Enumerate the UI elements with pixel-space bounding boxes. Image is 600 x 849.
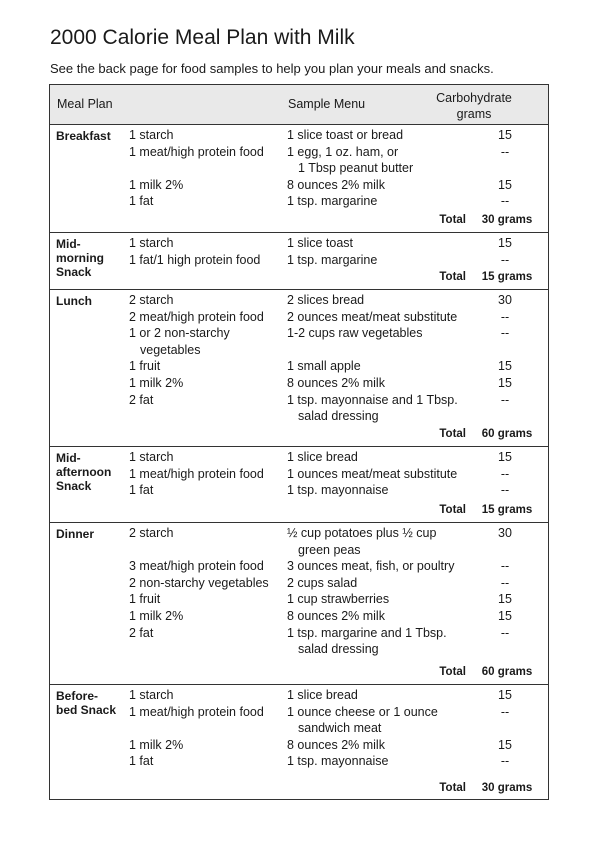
sample-menu-cell: sandwich meat [298, 721, 382, 736]
sample-menu-cell: 1 tsp. mayonnaise [287, 754, 389, 769]
carb-grams-cell: 15 [498, 128, 512, 142]
meal-section [50, 233, 548, 290]
meal-plan-cell: 3 meat/high protein food [129, 559, 264, 574]
total-value: 30 grams [481, 782, 533, 794]
sample-menu-cell: 2 cups salad [287, 575, 358, 590]
sample-menu-cell: 1 tsp. mayonnaise [287, 483, 389, 498]
table-row [50, 309, 548, 326]
total-label: Total [439, 782, 466, 794]
total-value: 30 grams [481, 214, 533, 226]
total-value: 60 grams [481, 428, 533, 440]
table-row [50, 608, 548, 625]
sample-menu-cell: 1 slice toast [287, 236, 354, 250]
meal-plan-cell: 1 fat [129, 194, 154, 209]
meal-plan-cell: 1 fruit [129, 359, 161, 374]
carb-grams-cell: 15 [498, 609, 512, 623]
sample-menu-cell: 1 ounce cheese or 1 ounce [287, 704, 438, 719]
carb-grams-cell: 15 [498, 737, 512, 752]
sample-menu-cell: 1-2 cups raw vegetables [287, 326, 423, 341]
table-row [50, 591, 548, 608]
sample-menu-cell: 8 ounces 2% milk [287, 737, 385, 752]
carb-grams-cell: 30 [498, 293, 512, 307]
total-value: 15 grams [481, 271, 533, 283]
carb-grams-cell: -- [500, 144, 510, 159]
meal-plan-cell: vegetables [140, 342, 201, 357]
meal-name-line: Lunch [56, 294, 92, 308]
sample-menu-cell: 1 Tbsp peanut butter [298, 161, 414, 176]
carb-grams-cell: 15 [498, 376, 512, 390]
header-carbohydrate [420, 90, 528, 122]
meal-plan-cell: 1 milk 2% [129, 609, 184, 623]
carb-grams-cell: -- [500, 754, 510, 769]
carb-grams-cell: -- [500, 625, 510, 640]
total-label: Total [439, 271, 466, 283]
meal-plan-cell: 1 starch [129, 128, 174, 142]
carb-grams-cell: -- [500, 252, 510, 267]
meal-plan-cell: 2 starch [129, 293, 174, 307]
table-row [50, 720, 548, 737]
meal-name-line: Before- [56, 689, 99, 703]
sample-menu-cell: 3 ounces meat, fish, or poultry [287, 559, 455, 574]
table-row [50, 375, 548, 392]
table-row [50, 292, 548, 309]
meal-section [50, 523, 548, 685]
meal-name-line: Breakfast [56, 129, 111, 143]
table-row [50, 342, 548, 359]
carb-grams-cell: -- [500, 559, 510, 574]
meal-plan-cell: 1 starch [129, 688, 174, 702]
table-row [50, 704, 548, 721]
meal-plan-cell: 2 starch [129, 526, 174, 540]
carb-grams-cell: 30 [498, 526, 512, 540]
sample-menu-cell: 1 tsp. mayonnaise and 1 Tbsp. [287, 392, 458, 407]
table-row [50, 408, 548, 425]
sample-menu-cell: 1 tsp. margarine [287, 252, 378, 267]
sample-menu-cell: 2 ounces meat/meat substitute [287, 309, 458, 324]
total-value: 60 grams [481, 666, 533, 678]
sample-menu-cell: 8 ounces 2% milk [287, 376, 385, 390]
carb-grams-cell: 15 [498, 236, 512, 250]
table-row [50, 625, 548, 642]
meal-plan-cell: 1 milk 2% [129, 177, 184, 192]
table-row [50, 558, 548, 575]
meal-plan-cell: 1 fat [129, 754, 154, 769]
meal-plan-cell: 1 meat/high protein food [129, 466, 264, 481]
carb-grams-cell: 15 [498, 592, 512, 607]
sample-menu-cell: 8 ounces 2% milk [287, 609, 385, 623]
table-row [50, 525, 548, 542]
meal-plan-cell: 1 meat/high protein food [129, 704, 264, 719]
carb-grams-cell: -- [500, 483, 510, 498]
total-label: Total [439, 214, 466, 226]
total-label: Total [439, 504, 466, 516]
meal-plan-cell: 1 fat [129, 483, 154, 498]
table-row [50, 325, 548, 342]
sample-menu-cell: 1 slice bread [287, 450, 358, 464]
total-label: Total [439, 666, 466, 678]
table-row [50, 127, 548, 144]
carb-grams-cell: -- [500, 466, 510, 481]
meal-plan-cell: 2 fat [129, 625, 154, 640]
table-row [50, 482, 548, 499]
carb-grams-cell: -- [500, 309, 510, 324]
table-row [50, 641, 548, 658]
table-row [50, 542, 548, 559]
meal-name-line: Snack [56, 265, 92, 279]
meal-name-line: Snack [56, 479, 92, 493]
table-row [50, 160, 548, 177]
sample-menu-cell: 1 tsp. margarine and 1 Tbsp. [287, 625, 447, 640]
table-row [50, 392, 548, 409]
sample-menu-cell: 1 ounces meat/meat substitute [287, 466, 458, 481]
meal-section [50, 290, 548, 447]
total-label: Total [439, 428, 466, 440]
total-value: 15 grams [481, 504, 533, 516]
meal-plan-cell: 1 fat/1 high protein food [129, 252, 261, 267]
sample-menu-cell: ½ cup potatoes plus ½ cup [287, 526, 437, 540]
meal-plan-cell: 1 meat/high protein food [129, 144, 264, 159]
total-row [50, 664, 548, 681]
meal-section [50, 685, 548, 801]
header-sample-menu: Sample Menu [288, 97, 366, 111]
meal-section [50, 125, 548, 233]
sample-menu-cell: 1 small apple [287, 359, 361, 374]
table-row [50, 466, 548, 483]
sample-menu-cell: salad dressing [298, 642, 379, 657]
table-row [50, 193, 548, 210]
total-row [50, 212, 548, 229]
sample-menu-cell: 2 slices bread [287, 293, 365, 307]
meal-name-line: Mid- [56, 451, 81, 465]
meal-name-line: morning [56, 251, 104, 265]
carb-grams-cell: 15 [498, 177, 512, 192]
meal-plan-table [49, 84, 549, 800]
sample-menu-cell: 1 egg, 1 oz. ham, or [287, 144, 399, 159]
carb-grams-cell: -- [500, 704, 510, 719]
table-header [50, 85, 548, 125]
table-row [50, 177, 548, 194]
sample-menu-cell: 1 slice toast or bread [287, 128, 404, 142]
total-row [50, 269, 548, 286]
sample-menu-cell: 1 slice bread [287, 688, 358, 702]
meal-plan-cell: 1 starch [129, 236, 174, 250]
meal-plan-cell: 1 milk 2% [129, 737, 184, 752]
table-row [50, 358, 548, 375]
table-row [50, 252, 548, 269]
total-row [50, 502, 548, 519]
sample-menu-cell: 1 cup strawberries [287, 592, 390, 607]
sample-menu-cell: 1 tsp. margarine [287, 194, 378, 209]
page-title: 2000 Calorie Meal Plan with Milk [50, 26, 355, 49]
meal-plan-cell: 1 or 2 non-starchy [129, 326, 230, 341]
total-row [50, 426, 548, 443]
header-carb-line1: Carbohydrate [436, 91, 512, 105]
meal-plan-cell: 1 starch [129, 450, 174, 464]
meal-plan-cell: 1 milk 2% [129, 376, 184, 390]
header-meal-plan: Meal Plan [57, 97, 113, 111]
carb-grams-cell: 15 [498, 688, 512, 702]
table-row [50, 449, 548, 466]
meal-name-line: Mid- [56, 237, 81, 251]
meal-plan-cell: 2 non-starchy vegetables [129, 575, 269, 590]
meal-plan-cell: 1 fruit [129, 592, 161, 607]
sample-menu-cell: 8 ounces 2% milk [287, 177, 385, 192]
page-subtitle: See the back page for food samples to help you plan your meals and snacks. [50, 61, 494, 76]
meal-plan-cell: 2 meat/high protein food [129, 309, 264, 324]
table-row [50, 687, 548, 704]
table-row [50, 144, 548, 161]
meal-section [50, 447, 548, 523]
carb-grams-cell: -- [500, 575, 510, 590]
meal-plan-cell: 2 fat [129, 392, 154, 407]
meal-name-line: Dinner [56, 527, 95, 541]
sample-menu-cell: salad dressing [298, 409, 379, 424]
total-row [50, 780, 548, 797]
carb-grams-cell: -- [500, 194, 510, 209]
table-row [50, 235, 548, 252]
table-row [50, 753, 548, 770]
meal-name-line: bed Snack [56, 703, 117, 717]
carb-grams-cell: 15 [498, 359, 512, 374]
carb-grams-cell: -- [500, 326, 510, 341]
sample-menu-cell: green peas [298, 542, 361, 557]
meal-name-line: afternoon [56, 465, 112, 479]
carb-grams-cell: 15 [498, 450, 512, 464]
table-row [50, 575, 548, 592]
header-carb-line2: grams [456, 107, 492, 121]
carb-grams-cell: -- [500, 392, 510, 407]
table-row [50, 737, 548, 754]
